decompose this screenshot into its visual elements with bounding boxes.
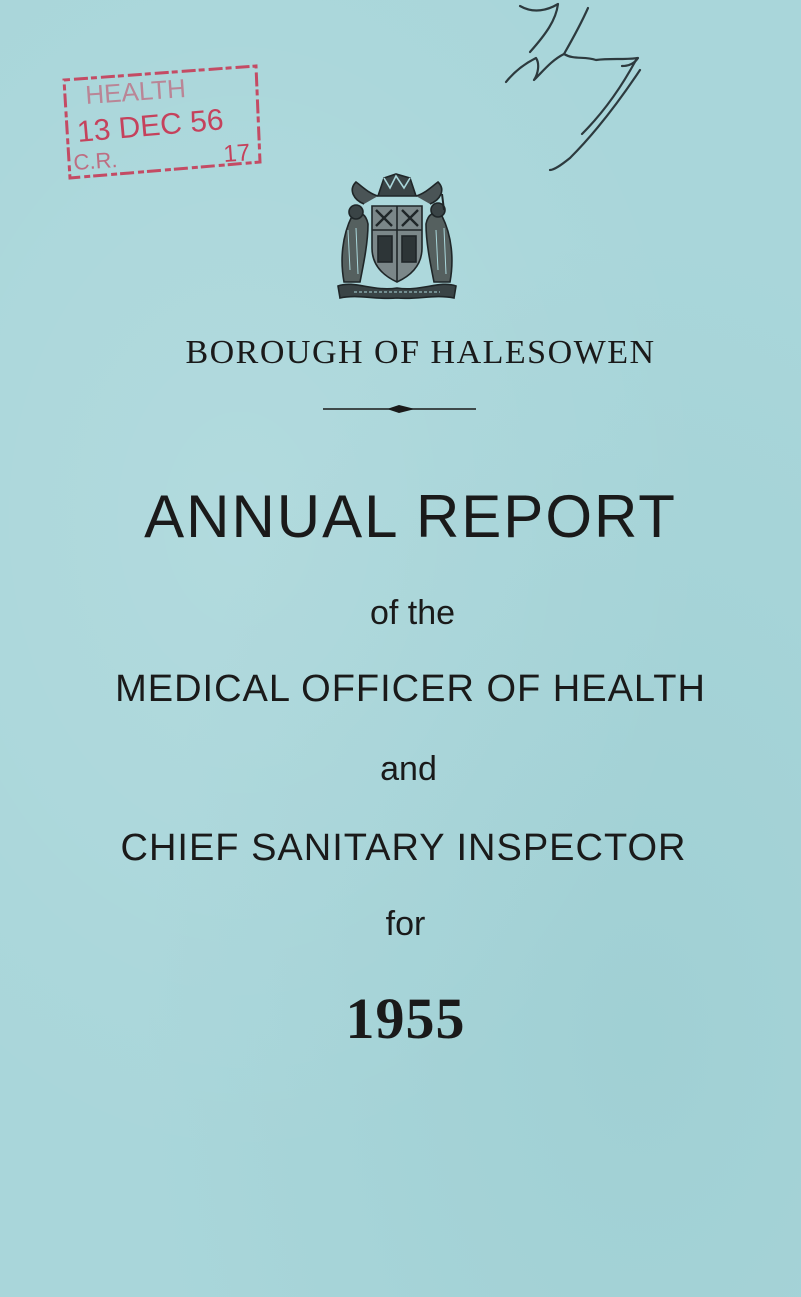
of-the-text: of the (369, 594, 456, 632)
medical-officer-heading: MEDICAL OFFICER OF HEALTH (115, 668, 706, 710)
and-text: and (380, 750, 437, 788)
sanitary-inspector-heading: CHIEF SANITARY INSPECTOR (120, 827, 687, 869)
coat-of-arms-icon (334, 170, 460, 302)
report-year: 1955 (345, 986, 466, 1051)
handwritten-signature-icon (500, 0, 650, 175)
stamp-initials: C.R. (72, 146, 119, 175)
stamp-line-1: HEALTH (84, 73, 187, 110)
borough-name: BOROUGH OF HALESOWEN (185, 334, 656, 371)
for-text: for (385, 905, 426, 943)
report-title: ANNUAL REPORT (144, 483, 677, 550)
received-date-stamp (56, 62, 276, 180)
stamp-number: 17 (222, 139, 252, 168)
stamp-date: 13 DEC 56 (75, 103, 225, 149)
decorative-divider (323, 402, 476, 414)
